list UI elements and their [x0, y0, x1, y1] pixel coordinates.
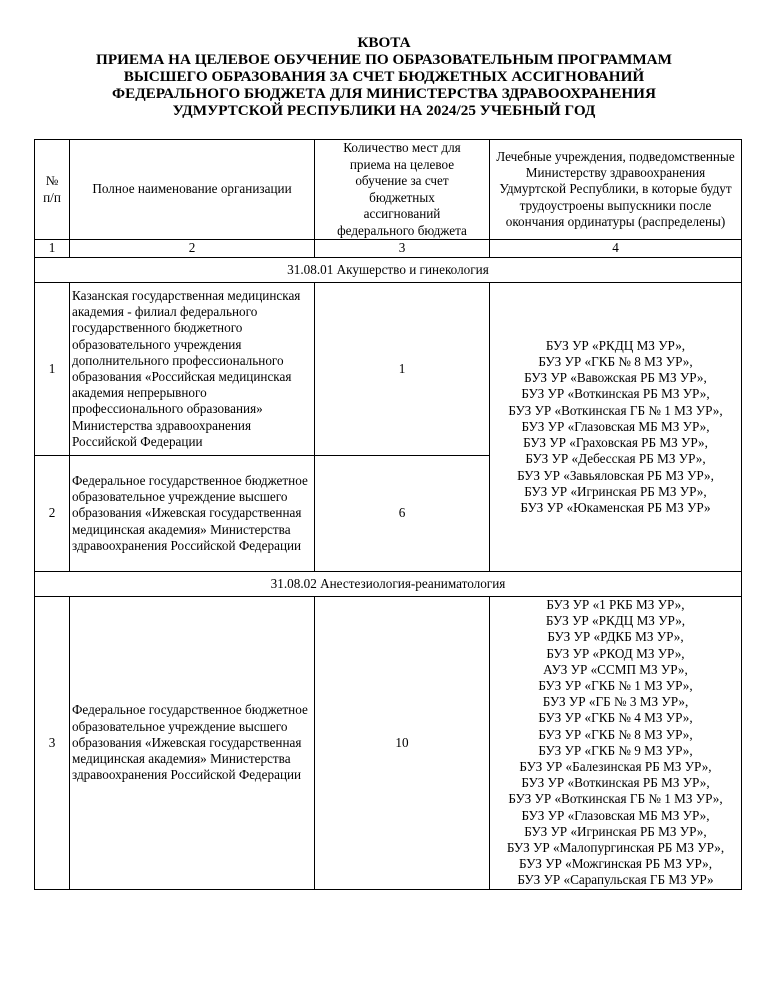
header-institutions: Лечебные учреждения, подведомственные Министерству здравоохранения Удмуртской Республики, в которые будут трудоустроены выпускники после окончания ординатуры (распределены)	[490, 140, 742, 240]
institution-item: БУЗ УР «ГКБ № 4 МЗ УР»,	[538, 710, 693, 726]
section-header-row	[35, 258, 742, 283]
institution-item: БУЗ УР «ГБ № 3 МЗ УР»,	[542, 694, 689, 710]
institution-item: БУЗ УР «РКОД МЗ УР»,	[546, 645, 685, 661]
title-line: УДМУРТСКОЙ РЕСПУБЛИКИ НА 2024/25 УЧЕБНЫЙ ГОД	[172, 102, 596, 119]
table-row	[35, 283, 742, 456]
institution-item: БУЗ УР «ГКБ № 8 МЗ УР»,	[538, 726, 693, 742]
quota-count: 1	[315, 283, 490, 456]
row-number: 1	[35, 283, 70, 456]
table-header-row	[35, 140, 742, 240]
section-title: 31.08.01 Акушерство и гинекология	[35, 258, 742, 283]
institution-item: БУЗ УР «Малопургинская РБ МЗ УР»,	[506, 840, 725, 856]
column-index: 3	[315, 240, 490, 258]
title-line: ВЫСШЕГО ОБРАЗОВАНИЯ ЗА СЧЕТ БЮДЖЕТНЫХ АССИГНОВАНИЙ	[123, 68, 645, 85]
institution-item: БУЗ УР «Сарапульская ГБ МЗ УР»	[517, 872, 714, 888]
institution-item: БУЗ УР «Воткинская РБ МЗ УР»,	[521, 386, 710, 402]
institution-item: БУЗ УР «РКДЦ МЗ УР»,	[545, 337, 686, 353]
organization-name: Федеральное государственное бюджетное образовательное учреждение высшего образования «Ижевская государственная медицинская академия» Министерства здравоохранения Российской Федерации	[70, 597, 315, 890]
institution-item: БУЗ УР «ГКБ № 1 МЗ УР»,	[538, 678, 693, 694]
institution-item: БУЗ УР «ГКБ № 8 МЗ УР»,	[538, 354, 693, 370]
title-line: КВОТА	[357, 34, 411, 51]
column-index: 2	[70, 240, 315, 258]
title-line: ФЕДЕРАЛЬНОГО БЮДЖЕТА ДЛЯ МИНИСТЕРСТВА ЗДРАВООХРАНЕНИЯ	[112, 85, 656, 102]
institution-item: БУЗ УР «Воткинская ГБ № 1 МЗ УР»,	[508, 402, 723, 418]
institution-item: БУЗ УР «Можгинская РБ МЗ УР»,	[518, 856, 713, 872]
header-count: Количество мест для приема на целевое обучение за счет бюджетных ассигнований федерального бюджета	[315, 140, 490, 240]
organization-name: Федеральное государственное бюджетное образовательное учреждение высшего образования «Ижевская государственная медицинская академия» Министерства здравоохранения Российской Федерации	[70, 456, 315, 572]
column-index-row	[35, 240, 742, 258]
institution-item: БУЗ УР «ГКБ № 9 МЗ УР»,	[538, 742, 693, 758]
institution-item: БУЗ УР «Завьяловская РБ МЗ УР»,	[517, 467, 714, 483]
column-index: 1	[35, 240, 70, 258]
table-row	[35, 597, 742, 890]
header-name: Полное наименование организации	[70, 140, 315, 240]
institution-item: БУЗ УР «Вавожская РБ МЗ УР»,	[524, 370, 707, 386]
institution-item: БУЗ УР «Воткинская РБ МЗ УР»,	[521, 775, 710, 791]
institution-item: БУЗ УР «Игринская РБ МЗ УР»,	[524, 823, 707, 839]
quota-count: 10	[315, 597, 490, 890]
quota-count: 6	[315, 456, 490, 572]
institution-item: БУЗ УР «Глазовская МБ МЗ УР»,	[521, 418, 710, 434]
column-index: 4	[490, 240, 742, 258]
institutions-cell	[490, 597, 742, 890]
section-title: 31.08.02 Анестезиология-реаниматология	[35, 572, 742, 597]
institution-item: БУЗ УР «РКДЦ МЗ УР»,	[545, 613, 686, 629]
organization-name: Казанская государственная медицинская академия - филиал федерального государственного бюджетного образовательного учреждения дополнительного профессионального образования «Российская медицинская академия непрерывного профессионального образования» Министерства здравоохранения Российской Федерации	[70, 283, 315, 456]
title-line: ПРИЕМА НА ЦЕЛЕВОЕ ОБУЧЕНИЕ ПО ОБРАЗОВАТЕЛЬНЫМ ПРОГРАММАМ	[96, 51, 672, 68]
institution-item: БУЗ УР «Глазовская МБ МЗ УР»,	[521, 807, 710, 823]
institution-item: БУЗ УР «Балезинская РБ МЗ УР»,	[519, 759, 712, 775]
institution-item: БУЗ УР «Воткинская ГБ № 1 МЗ УР»,	[508, 791, 723, 807]
header-num: № п/п	[35, 140, 70, 240]
institution-item: БУЗ УР «Граховская РБ МЗ УР»,	[523, 435, 708, 451]
institution-item: БУЗ УР «1 РКБ МЗ УР»,	[546, 597, 685, 612]
institution-item: БУЗ УР «Дебесская РБ МЗ УР»,	[525, 451, 706, 467]
institutions-cell	[490, 283, 742, 572]
row-number: 2	[35, 456, 70, 572]
quota-table	[34, 139, 742, 890]
institution-item: АУЗ УР «ССМП МЗ УР»,	[543, 661, 688, 677]
section-header-row	[35, 572, 742, 597]
row-number: 3	[35, 597, 70, 890]
institution-item: БУЗ УР «Юкаменская РБ МЗ УР»	[520, 499, 711, 515]
institution-item: БУЗ УР «Игринская РБ МЗ УР»,	[524, 483, 707, 499]
institution-item: БУЗ УР «РДКБ МЗ УР»,	[547, 629, 684, 645]
document-title	[0, 34, 768, 119]
